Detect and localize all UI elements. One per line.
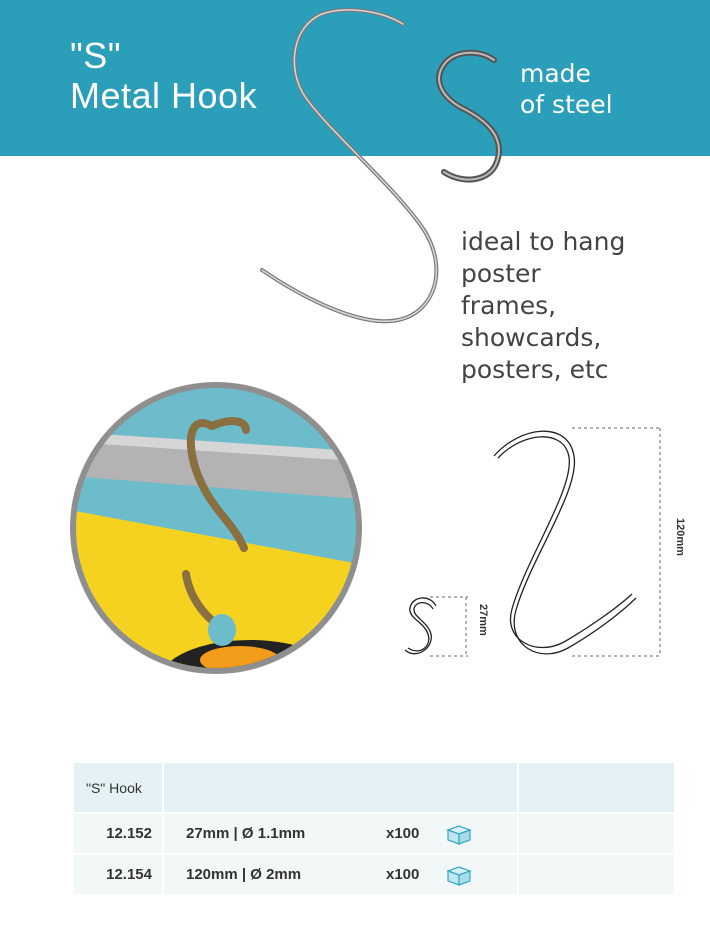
table-header-row <box>74 763 674 812</box>
table-cell <box>519 814 674 853</box>
title-line-2: Metal Hook <box>70 75 258 116</box>
usage-line: poster <box>461 259 541 288</box>
product-size: 27mm | Ø 1.1mm <box>186 825 306 842</box>
table-header-cell <box>519 763 674 812</box>
small-dimension-label: 27mm <box>477 604 489 636</box>
table-cell <box>519 855 674 894</box>
usage-line: frames, <box>461 291 557 320</box>
tagline-line-2: of steel <box>520 90 613 119</box>
large-hook-drawing <box>494 431 636 654</box>
small-hook-photo <box>439 53 499 180</box>
table-header-label: "S" Hook <box>74 763 162 812</box>
product-code: 12.154 <box>74 855 162 894</box>
box-icon <box>444 822 474 846</box>
product-code: 12.152 <box>74 814 162 853</box>
usage-line: ideal to hang <box>461 227 626 256</box>
large-hook-photo <box>262 10 436 321</box>
usage-line: showcards, <box>461 323 602 352</box>
product-spec <box>164 814 517 853</box>
tagline-line-1: made <box>520 59 591 88</box>
usage-description <box>461 226 625 386</box>
product-quantity: x100 <box>386 825 420 842</box>
product-size: 120mm | Ø 2mm <box>186 866 302 883</box>
product-spec <box>164 855 517 894</box>
spec-table <box>72 761 676 896</box>
table-row <box>74 814 674 853</box>
dimension-lines <box>430 428 662 656</box>
usage-photo <box>70 380 370 720</box>
large-dimension-label: 120mm <box>674 518 686 556</box>
product-quantity: x100 <box>386 866 420 883</box>
table-row <box>74 855 674 894</box>
title-line-1: "S" <box>70 35 122 76</box>
small-hook-drawing <box>405 598 436 654</box>
table-header-cell <box>164 763 517 812</box>
usage-line: posters, etc <box>461 355 609 384</box>
box-icon <box>444 863 474 887</box>
